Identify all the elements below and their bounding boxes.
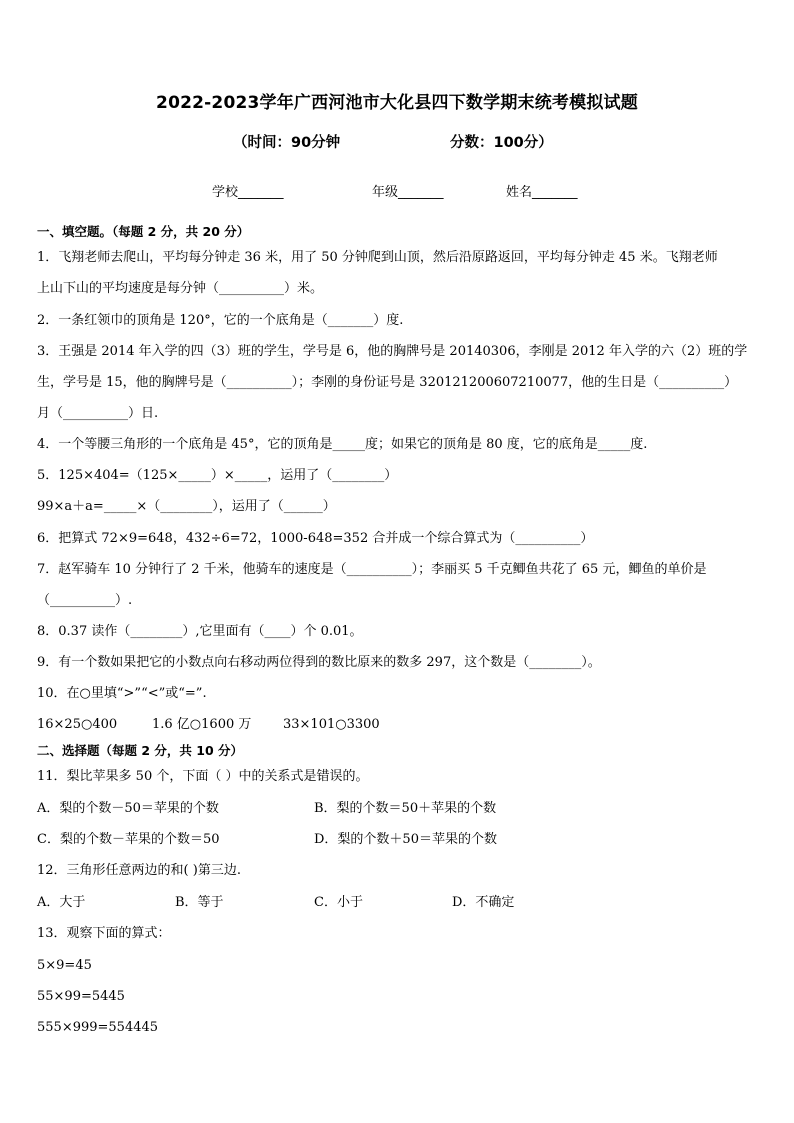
question-10: 10．在○里填“>”“<”或“=”.: [37, 686, 207, 701]
choice-option: D．梨的个数＋50＝苹果的个数: [314, 832, 497, 847]
school-field: 学校_______: [212, 185, 284, 200]
question-7-line-1: 7．赵军骑车 10 分钟行了 2 千米，他骑车的速度是（__________）；李丽买 5 千克鲫鱼共花了 65 元，鲫鱼的单价是: [37, 562, 707, 577]
page-title: 2022-2023学年广西河池市大化县四下数学期末统考模拟试题: [156, 93, 638, 113]
question-5-line-2: 99×a＋a=_____×（________），运用了（______）: [37, 499, 336, 514]
choice-option: B．等于: [175, 895, 224, 910]
choice-option: C．梨的个数－苹果的个数＝50: [37, 832, 220, 847]
question-9: 9．有一个数如果把它的小数点向右移动两位得到的数比原来的数多 297，这个数是（________）。: [37, 655, 601, 670]
question-4: 4．一个等腰三角形的一个底角是 45°，它的顶角是_____度；如果它的顶角是 80 度，它的底角是_____度.: [37, 437, 648, 452]
question-5-line-1: 5．125×404=（125×_____）×_____，运用了（________）: [37, 468, 398, 483]
question-6: 6．把算式 72×9=648，432÷6=72，1000-648=352 合并成一个综合算式为（__________）: [37, 531, 594, 546]
choice-option: B．梨的个数＝50＋苹果的个数: [314, 801, 497, 816]
section-heading-choice: 二、选择题（每题 2 分，共 10 分）: [37, 743, 244, 758]
choice-option: A．梨的个数－50＝苹果的个数: [37, 801, 219, 816]
question-8: 8．0.37 读作（________）,它里面有（____）个 0.01。: [37, 624, 363, 639]
grade-field: 年级_______: [372, 185, 444, 200]
time-limit: （时间：90分钟: [233, 135, 341, 151]
question-13: 13．观察下面的算式：: [37, 926, 171, 941]
name-field: 姓名_______: [506, 185, 578, 200]
question-1-line-2: 上山下山的平均速度是每分钟（__________）米。: [37, 281, 324, 296]
question-3-line-1: 3．王强是 2014 年入学的四（3）班的学生，学号是 6，他的胸牌号是 20140306，李刚是 2012 年入学的六（2）班的学: [37, 344, 748, 359]
question-3-line-3: 月（__________）日.: [37, 406, 159, 421]
equation: 5×9=45: [37, 958, 92, 973]
compare-item: 33×101○3300: [283, 717, 380, 732]
question-7-line-2: （__________）.: [37, 593, 133, 608]
question-2: 2．一条红领巾的顶角是 120°，它的一个底角是（_______）度.: [37, 313, 404, 328]
section-heading-fill-in: 一、填空题。（每题 2 分，共 20 分）: [37, 224, 250, 239]
choice-option: A．大于: [37, 895, 86, 910]
total-score: 分数：100分）: [450, 135, 553, 151]
choice-option: C．小于: [314, 895, 363, 910]
compare-item: 16×25○400: [37, 717, 118, 732]
question-3-line-2: 生，学号是 15，他的胸牌号是（__________）；李刚的身份证号是 320121200607210077，他的生日是（__________）: [37, 375, 738, 390]
equation: 555×999=554445: [37, 1020, 159, 1035]
question-11: 11．梨比苹果多 50 个，下面（ ）中的关系式是错误的。: [37, 769, 369, 784]
choice-option: D．不确定: [452, 895, 515, 910]
equation: 55×99=5445: [37, 989, 125, 1004]
question-12: 12．三角形任意两边的和( )第三边.: [37, 863, 241, 878]
compare-item: 1.6 亿○1600 万: [152, 717, 252, 732]
question-1-line-1: 1．飞翔老师去爬山，平均每分钟走 36 米，用了 50 分钟爬到山顶，然后沿原路返回，平均每分钟走 45 米。飞翔老师: [37, 250, 718, 265]
